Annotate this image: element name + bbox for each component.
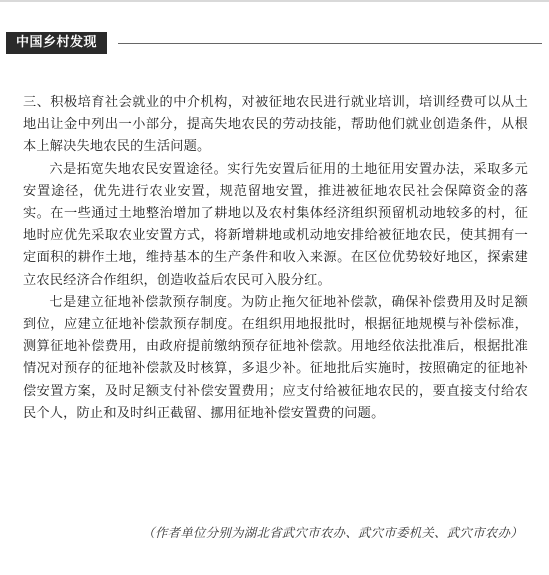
header-divider-line [118,43,542,44]
paragraph-7: 七是建立征地补偿款预存制度。为防止拖欠征地补偿款，确保补偿费用及时足额到位，应建立征地补偿款预存制度。在组织用地报批时，根据征地规模与补偿标准，测算征地补偿费用，由政府提前缴纳预存征地补偿款。用地经依法批准后，根据批准情况对预存的征地补偿款及时核算，多退少补。征地批后实施时，按照确定的征地补偿安置方案，及时足额支付补偿安置费用；应支付给被征地农民的，要直接支付给农民个人，防止和及时纠正截留、挪用征地补偿安置费的问题。 [23,294,528,421]
section-header [6,32,542,54]
paragraph-6: 六是拓宽失地农民安置途径。实行先安置后征用的土地征用安置办法，采取多元安置途径，优先进行农业安置，规范留地安置，推进被征地农民社会保障资金的落实。在一些通过土地整治增加了耕地以及农村集体经济组织预留机动地较多的村，征地时应优先采取农业安置方式，将新增耕地或机动地安排给被征地农民，使其拥有一定面积的耕作土地，维持基本的生产条件和收入来源。在区位优势较好地区，探索建立农民经济合作组织，创造收益后农民可入股分红。 [23,161,528,288]
section-title: 中国乡村发现 [6,32,107,54]
top-rule [0,0,549,2]
paragraph-3: 三、积极培育社会就业的中介机构，对被征地农民进行就业培训，培训经费可以从土地出让金中列出一小部分，提高失地农民的劳动技能，帮助他们就业创造条件，从根本上解决失地农民的生活问题。 [23,95,528,155]
author-affiliation: （作者单位分别为湖北省武穴市农办、武穴市委机关、武穴市农办） [142,525,523,540]
article-body [23,92,528,425]
